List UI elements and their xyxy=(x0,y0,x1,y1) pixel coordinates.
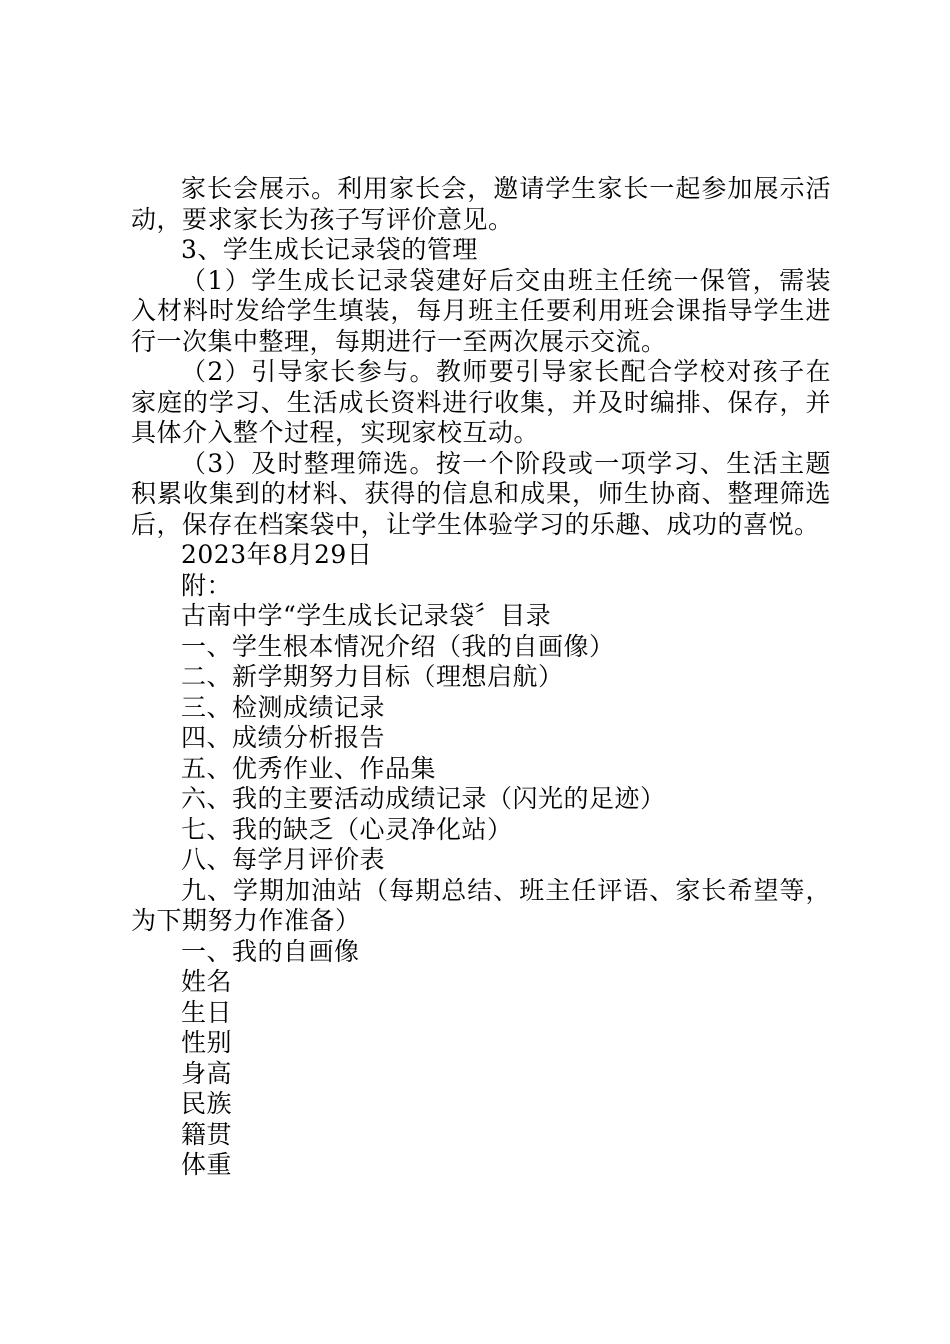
paragraph-item-3: （3）及时整理筛选。按一个阶段或一项学习、生活主题积累收集到的材料、获得的信息和成果，师生协商、整理筛选后，保存在档案袋中，让学生体验学习的乐趣、成功的喜悦。 xyxy=(131,448,831,539)
paragraph-item-2: （2）引导家长参与。教师要引导家长配合学校对孩子在家庭的学习、生活成长资料进行收集，并及时编排、保存，并具体介入整个过程，实现家校互动。 xyxy=(131,357,831,447)
section-heading-record-bag-management: 3、学生成长记录袋的管理 xyxy=(181,235,478,264)
document-date: 2023年8月29日 xyxy=(181,540,373,569)
catalog-item: 九、学期加油站（每期总结、班主任评语、家长希望等，为下期努力作准备） xyxy=(131,875,831,935)
catalog-item: 三、检测成绩记录 xyxy=(181,692,386,722)
profile-field-label: 身高 xyxy=(181,1058,233,1088)
catalog-item: 二、新学期努力目标（理想启航） xyxy=(181,662,564,691)
catalog-item: 六、我的主要活动成绩记录（闪光的足迹） xyxy=(181,784,666,813)
document-body xyxy=(131,174,831,1181)
catalog-title: 古南中学“学生成长记录袋〞目录 xyxy=(181,601,552,630)
appendix-label: 附： xyxy=(181,570,233,600)
paragraph-parent-meeting: 家长会展示。利用家长会，邀请学生家长一起参加展示活动，要求家长为孩子写评价意见。 xyxy=(131,174,831,234)
catalog-item: 八、每学月评价表 xyxy=(181,845,386,874)
paragraph-item-1: （1）学生成长记录袋建好后交由班主任统一保管，需装入材料时发给学生填装，每月班主任要利用班会课指导学生进行一次集中整理，每期进行一至两次展示交流。 xyxy=(131,265,831,356)
catalog-item: 七、我的缺乏（心灵净化站） xyxy=(181,814,513,844)
profile-field-label: 体重 xyxy=(181,1150,233,1179)
profile-field-label: 性别 xyxy=(181,1028,233,1057)
catalog-item: 五、优秀作业、作品集 xyxy=(181,753,437,783)
profile-field-label: 姓名 xyxy=(181,967,233,996)
catalog-item: 四、成绩分析报告 xyxy=(181,723,386,752)
profile-field-label: 生日 xyxy=(181,997,233,1027)
profile-field-label: 籍贯 xyxy=(181,1119,233,1149)
profile-field-label: 民族 xyxy=(181,1089,233,1118)
self-portrait-heading: 一、我的自画像 xyxy=(181,936,360,966)
catalog-item: 一、学生根本情况介绍（我的自画像） xyxy=(181,631,615,661)
